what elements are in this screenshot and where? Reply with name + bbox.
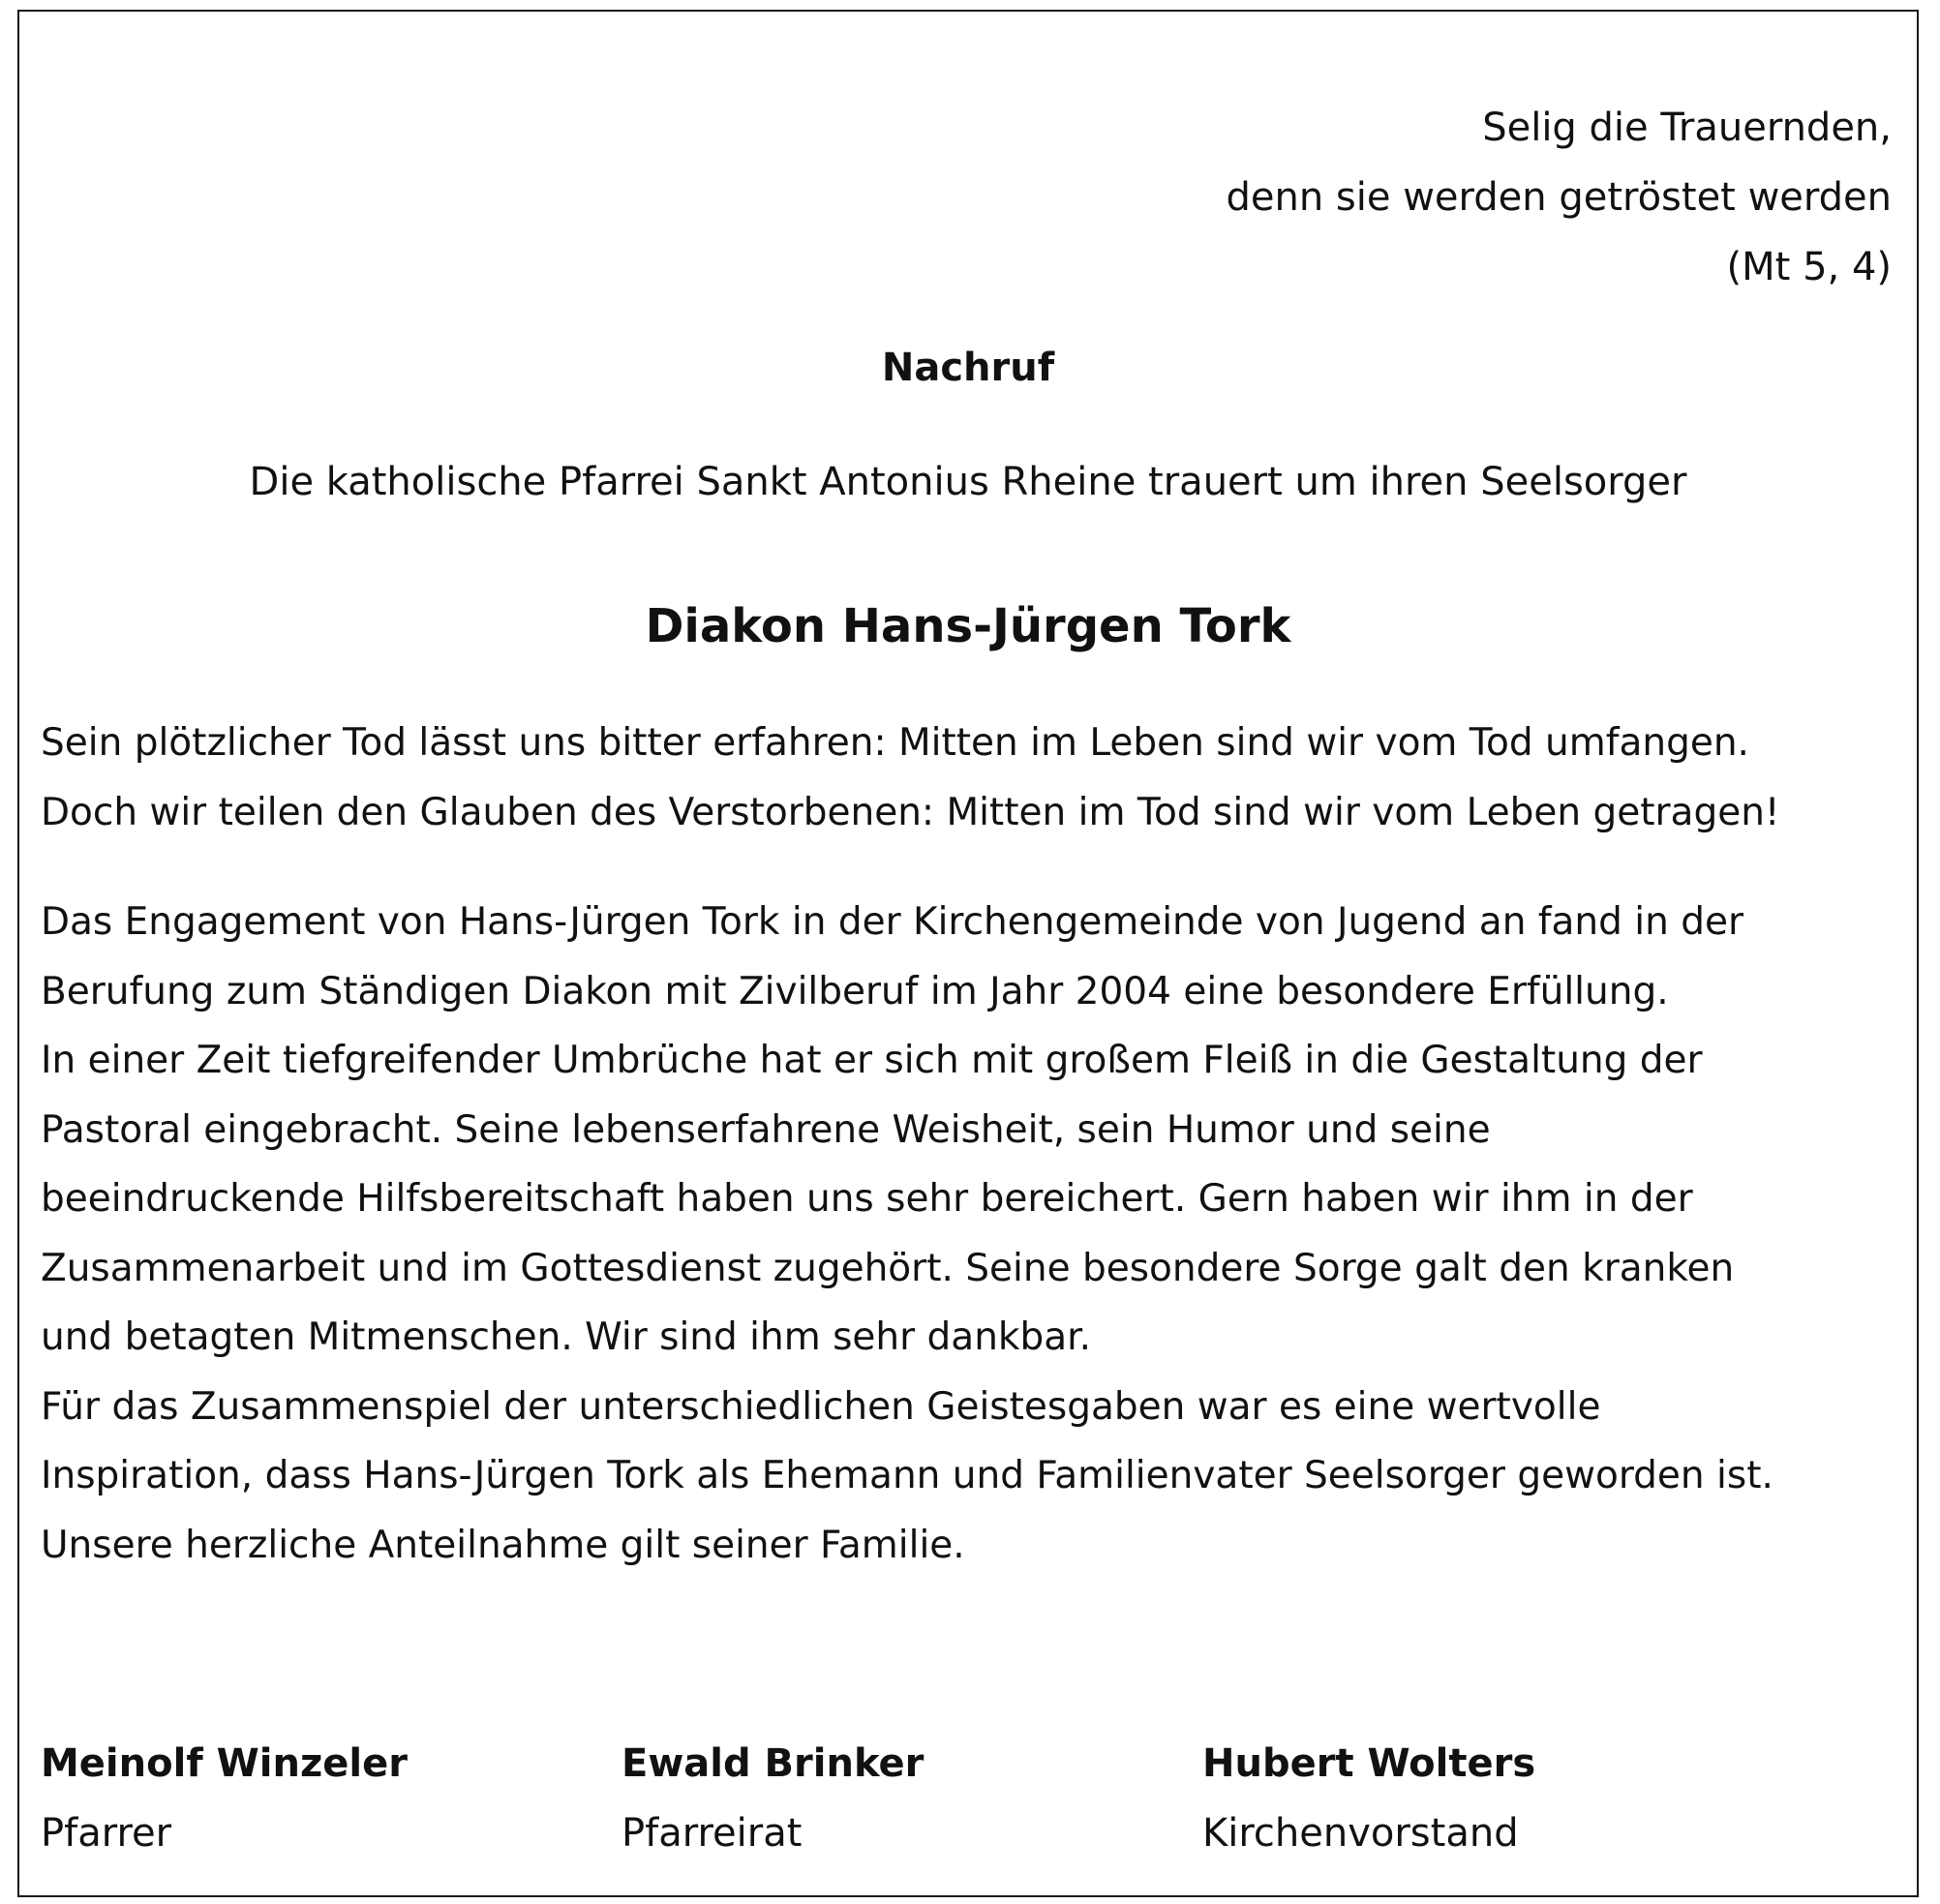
verse-line-1: Selig die Trauernden,	[1482, 106, 1892, 150]
paragraph-2-line: Für das Zusammenspiel der unterschiedlichen Geistesgaben war es eine wertvolle	[41, 1384, 1601, 1429]
paragraph-2-line: Berufung zum Ständigen Diakon mit Zivilberuf im Jahr 2004 eine besondere Erfüllung.	[41, 969, 1669, 1013]
obituary-heading: Nachruf	[881, 346, 1055, 390]
paragraph-2-line: Das Engagement von Hans-Jürgen Tork in der Kirchengemeinde von Jugend an fand in der	[41, 900, 1744, 944]
verse-reference: (Mt 5, 4)	[1726, 245, 1892, 289]
signatory-pfarreirat	[621, 1729, 924, 1868]
signatory-name: Meinolf Winzeler	[41, 1741, 408, 1786]
paragraph-2-line: In einer Zeit tiefgreifender Umbrüche hat er sich mit großem Fleiß in die Gestaltung der	[41, 1039, 1703, 1082]
signatory-name: Hubert Wolters	[1202, 1741, 1536, 1786]
paragraph-2-line: Zusammenarbeit und im Gottesdienst zugehört. Seine besondere Sorge galt den kranken	[41, 1246, 1735, 1290]
signatory-role: Pfarreirat	[621, 1811, 803, 1856]
intro-line: Die katholische Pfarrei Sankt Antonius Rheine trauert um ihren Seelsorger	[249, 460, 1687, 504]
paragraph-2-line: und betagten Mitmenschen. Wir sind ihm sehr dankbar.	[41, 1315, 1092, 1359]
signatory-name: Ewald Brinker	[621, 1741, 925, 1786]
verse-line-2: denn sie werden getröstet werden	[1226, 175, 1892, 220]
signatory-pfarrer	[41, 1729, 408, 1868]
signatories	[41, 1729, 1899, 1874]
paragraph-1	[41, 709, 1899, 847]
paragraph-2-line: Pastoral eingebracht. Seine lebenserfahrene Weisheit, sein Humor und seine	[41, 1107, 1491, 1152]
paragraph-1-line: Sein plötzlicher Tod lässt uns bitter erfahren: Mitten im Leben sind wir vom Tod umfangen.	[41, 721, 1749, 765]
signatory-role: Pfarrer	[41, 1811, 172, 1856]
paragraph-2	[41, 888, 1899, 1580]
obituary-frame	[17, 10, 1919, 1897]
bible-verse	[1227, 93, 1893, 302]
paragraph-2-line: Inspiration, dass Hans-Jürgen Tork als Ehemann und Familienvater Seelsorger geworden ist.	[41, 1454, 1773, 1497]
paragraph-2-line: beeindruckende Hilfsbereitschaft haben uns sehr bereichert. Gern haben wir ihm in der	[41, 1177, 1693, 1221]
deceased-name: Diakon Hans-Jürgen Tork	[645, 599, 1291, 653]
signatory-kirchenvorstand	[1202, 1729, 1535, 1868]
paragraph-2-line: Unsere herzliche Anteilnahme gilt seiner Familie.	[41, 1523, 965, 1567]
paragraph-1-line: Doch wir teilen den Glauben des Verstorbenen: Mitten im Tod sind wir vom Leben getragen!	[41, 790, 1780, 834]
signatory-role: Kirchenvorstand	[1202, 1811, 1519, 1856]
